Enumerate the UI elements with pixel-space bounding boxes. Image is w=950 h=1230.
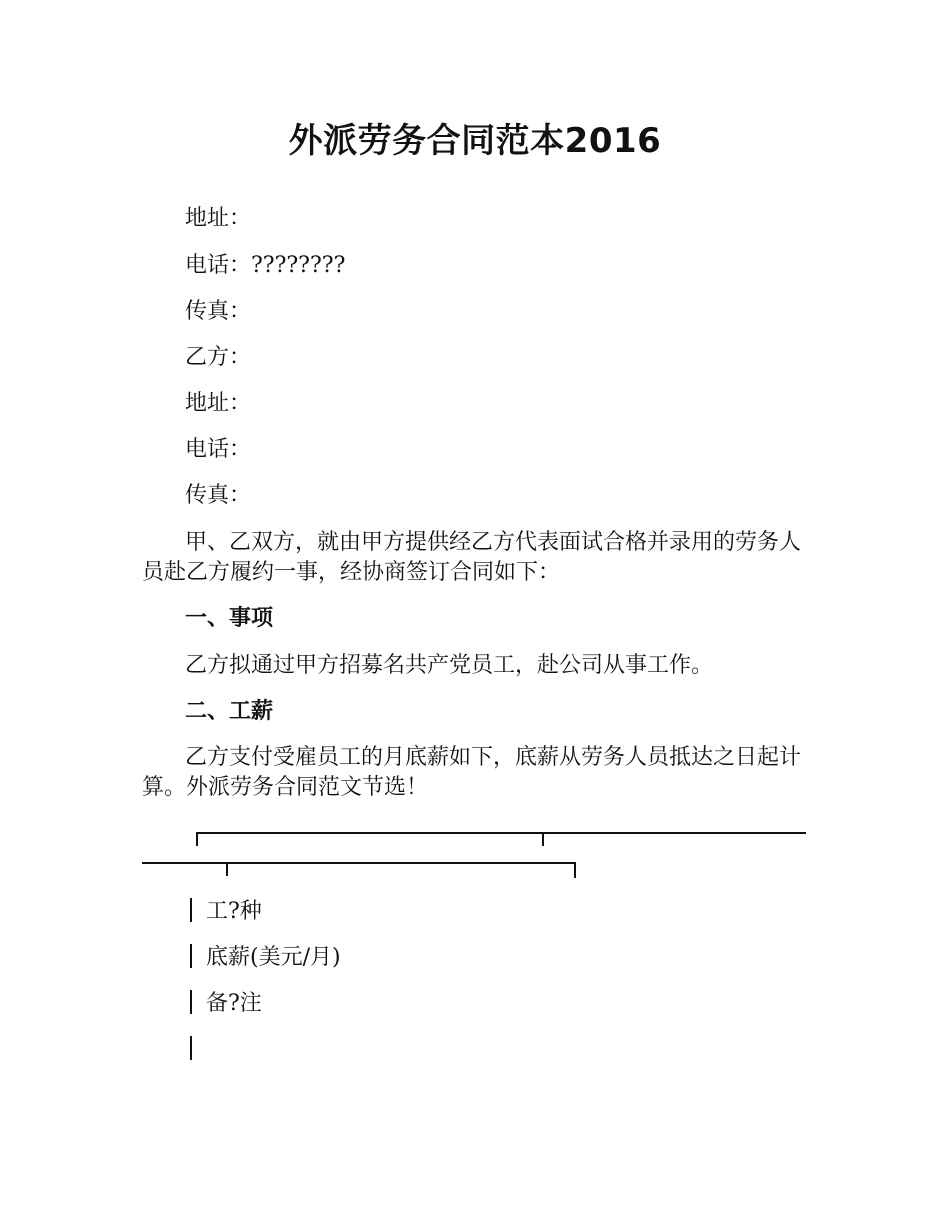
party-a-phone-label: 电话：???????? [185, 253, 346, 278]
section-heading-matters: 一、事项 [185, 606, 274, 631]
table-top-rule [196, 832, 806, 834]
section-body-salary [142, 743, 807, 803]
party-b-phone-label: 电话： [185, 437, 252, 462]
table-cell-empty [190, 1035, 206, 1065]
table-column-divider [542, 832, 544, 846]
table-cell-bar [190, 944, 192, 968]
section-body-salary-text: 乙方支付受雇员工的月底薪如下，底薪从劳务人员抵达之日起计算。外派劳务合同范文节选！ [142, 745, 802, 800]
party-a-fax-label: 传真： [185, 299, 252, 324]
party-b-fax-label: 传真： [185, 483, 252, 508]
party-b-address-label: 地址： [185, 391, 252, 416]
intro-paragraph [142, 528, 807, 588]
table-corner-right [574, 862, 576, 878]
section-body-matters: 乙方拟通过甲方招募名共产党员工，赴公司从事工作。 [185, 653, 714, 678]
table-cell-text: 备?注 [206, 991, 262, 1016]
table-corner-left [196, 832, 198, 846]
table-second-rule [142, 862, 576, 864]
table-cell-job-type [190, 897, 262, 927]
table-cell-text: 底薪(美元/月) [206, 945, 341, 970]
party-b-name-label: 乙方： [185, 345, 252, 370]
table-cell-text: 工?种 [206, 899, 262, 924]
document-title: 外派劳务合同范本2016 [288, 121, 662, 161]
table-corner-inner [226, 862, 228, 876]
table-cell-bar [190, 898, 192, 922]
intro-paragraph-text: 甲、乙双方，就由甲方提供经乙方代表面试合格并录用的劳务人员赴乙方履约一事，经协商签订合同如下： [142, 530, 802, 585]
section-heading-salary: 二、工薪 [185, 699, 274, 724]
party-a-address-label: 地址： [185, 206, 252, 231]
table-cell-bar [190, 990, 192, 1014]
table-cell-remarks [190, 989, 262, 1019]
table-cell-base-salary [190, 943, 341, 973]
table-cell-bar [190, 1036, 192, 1060]
